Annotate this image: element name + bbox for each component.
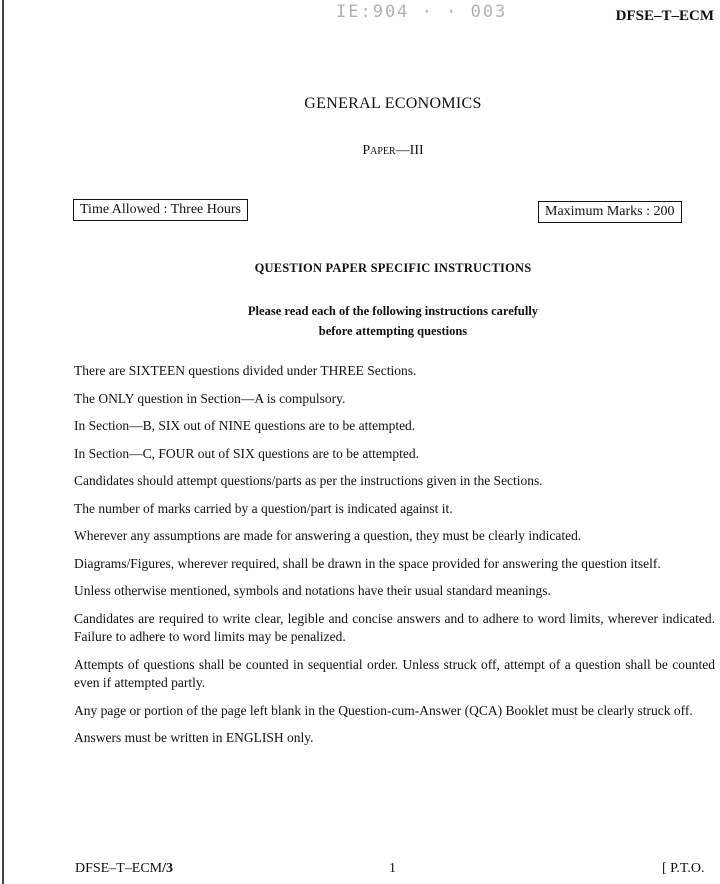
footer-paper-code (75, 861, 173, 877)
instruction-item: Unless otherwise mentioned, symbols and notations have their usual standard meanings. (74, 583, 551, 598)
instruction-item: Candidates are required to write clear, legible and concise answers and to adhere to word limits, wherever indicated. Failure to adhere to word limits may be penalized. (74, 610, 715, 644)
instruction-item: There are SIXTEEN questions divided under THREE Sections. (74, 363, 417, 378)
instructions-list (74, 362, 715, 757)
paper-code-header: DFSE–T–ECM (615, 8, 714, 24)
specific-instructions-heading: QUESTION PAPER SPECIFIC INSTRUCTIONS (254, 261, 532, 275)
instruction-item: Attempts of questions shall be counted in sequential order. Unless struck off, attempt of a question shall be counted even if attempted partly. (74, 656, 715, 690)
footer-code-suffix: /3 (162, 861, 174, 876)
instruction-item: Diagrams/Figures, wherever required, shall be drawn in the space provided for answering the question itself. (74, 555, 661, 571)
instruction-item: Wherever any assumptions are made for answering a question, they must be clearly indicated. (74, 528, 582, 543)
instruction-item: The ONLY question in Section—A is compulsory. (74, 390, 346, 406)
instruction-item: In Section—B, SIX out of NINE questions are to be attempted. (74, 418, 416, 433)
maximum-marks-box: Maximum Marks : 200 (538, 201, 682, 223)
serial-stamp: IE:904 · · 003 (336, 2, 508, 22)
instruction-item: Any page or portion of the page left blank in the Question-cum-Answer (QCA) Booklet must be clearly struck off. (74, 702, 693, 718)
instruction-item: The number of marks carried by a question/part is indicated against it. (74, 500, 453, 516)
instruction-item: Candidates should attempt questions/parts as per the instructions given in the Sections. (74, 473, 543, 488)
please-read-note (0, 301, 720, 341)
footer-code-text: DFSE–T–ECM (75, 861, 163, 876)
pto-label: [ P.T.O. (662, 861, 705, 876)
instruction-item: Answers must be written in ENGLISH only. (74, 730, 314, 745)
paper-title: GENERAL ECONOMICS (304, 95, 482, 112)
time-allowed-box: Time Allowed : Three Hours (73, 199, 248, 221)
please-read-line-2: before attempting questions (318, 324, 468, 338)
page-number: 1 (389, 861, 396, 876)
paper-number: Paper—III (362, 143, 424, 158)
please-read-line-1: Please read each of the following instructions carefully (247, 304, 539, 318)
page-edge-line (2, 0, 4, 884)
instruction-item: In Section—C, FOUR out of SIX questions are to be attempted. (74, 445, 419, 461)
